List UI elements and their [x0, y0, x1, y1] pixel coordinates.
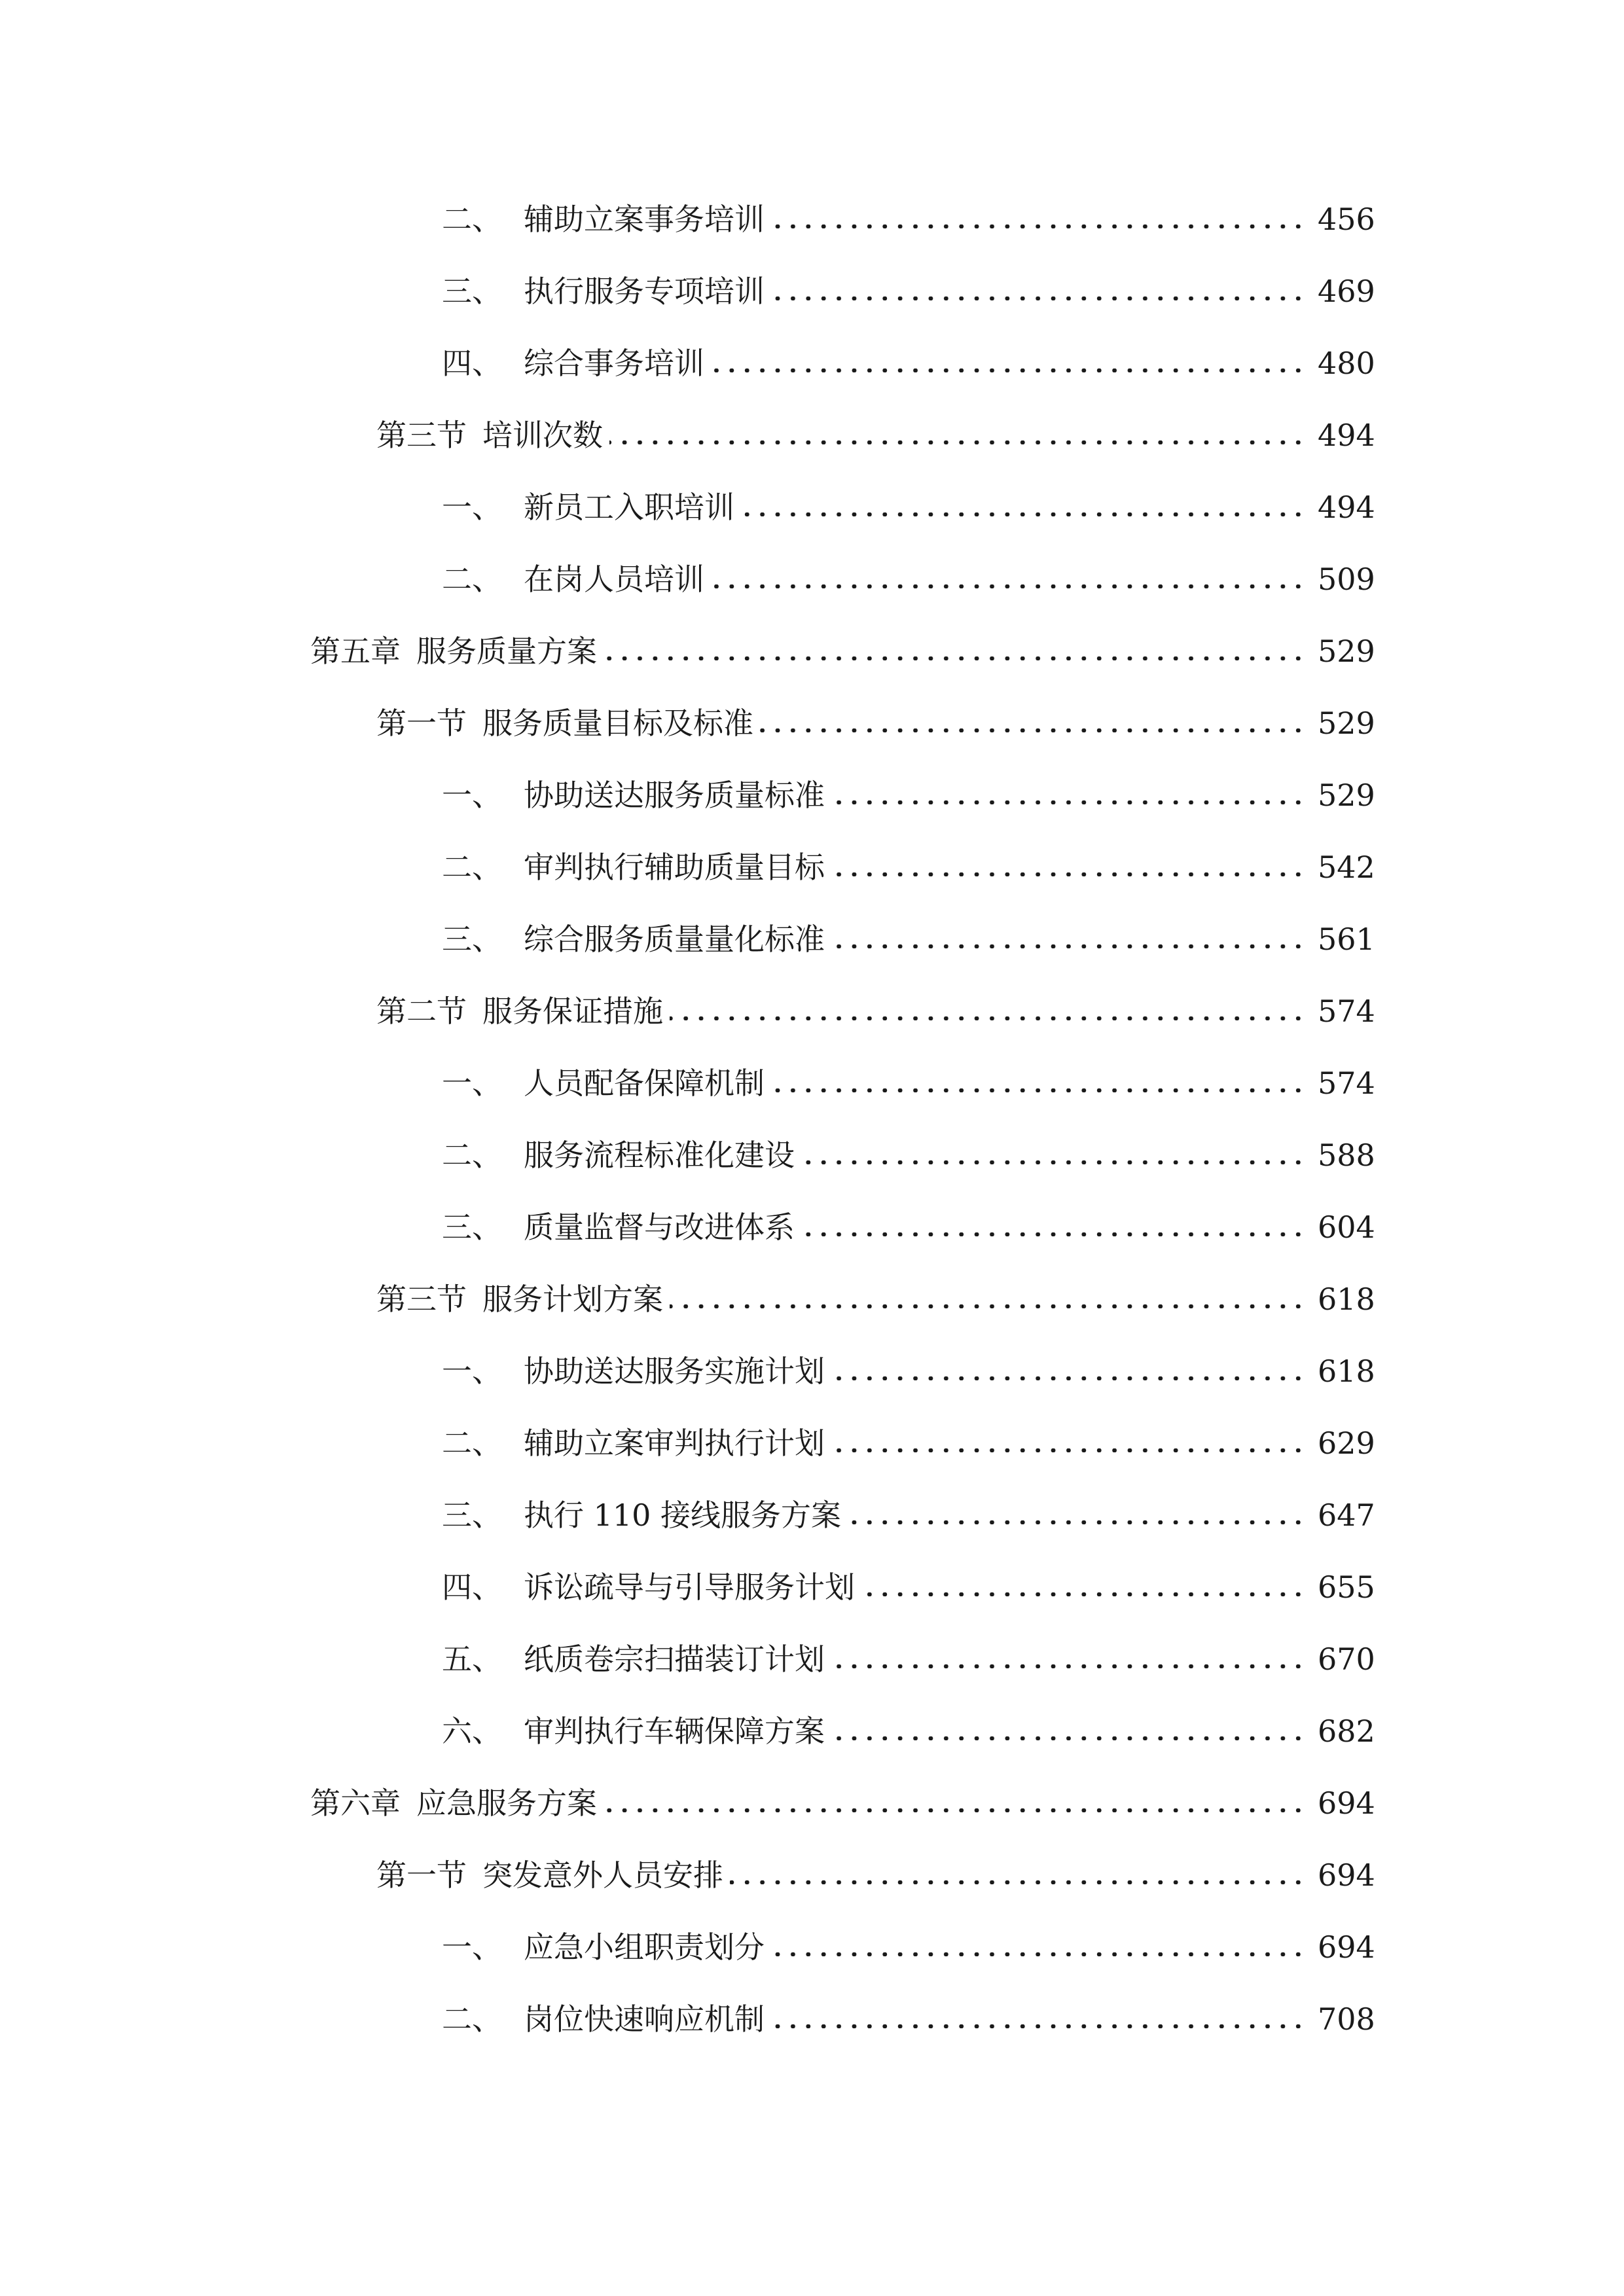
toc-entry[interactable] — [310, 1767, 1375, 1839]
entry-number: 第三节 — [376, 1282, 467, 1317]
dot-leader — [831, 1376, 1306, 1380]
dot-leader — [831, 1664, 1306, 1668]
toc-entry[interactable] — [442, 1695, 1375, 1767]
entry-page-number: 682 — [1318, 1713, 1375, 1749]
dot-leader — [831, 800, 1306, 804]
entry-number: 第一节 — [376, 1857, 467, 1893]
dot-leader — [831, 872, 1306, 876]
toc-entry[interactable] — [442, 759, 1375, 831]
toc-entry[interactable] — [442, 831, 1375, 903]
toc-entry[interactable] — [442, 327, 1375, 399]
entry-page-number: 529 — [1318, 706, 1375, 741]
entry-number: 四、 — [442, 346, 502, 381]
toc-entry[interactable] — [376, 399, 1375, 471]
entry-title: 审判执行车辆保障方案 — [524, 1713, 825, 1749]
entry-number: 二、 — [442, 202, 502, 237]
entry-page-number: 629 — [1318, 1426, 1375, 1461]
dot-leader — [711, 368, 1306, 372]
toc-entry[interactable] — [442, 1047, 1375, 1119]
dot-leader — [861, 1592, 1306, 1596]
toc-entry[interactable] — [442, 1335, 1375, 1407]
dot-leader — [604, 1808, 1306, 1812]
toc-entry[interactable] — [442, 903, 1375, 975]
entry-page-number: 694 — [1318, 1785, 1375, 1821]
entry-number: 六、 — [442, 1713, 502, 1749]
entry-page-number: 647 — [1318, 1498, 1375, 1533]
entry-page-number: 480 — [1318, 346, 1375, 381]
dot-leader — [831, 1448, 1306, 1452]
entry-title: 服务质量目标及标准 — [482, 706, 753, 741]
entry-title: 综合服务质量量化标准 — [524, 922, 825, 957]
entry-title: 培训次数 — [482, 418, 603, 453]
entry-number: 二、 — [442, 562, 502, 597]
entry-page-number: 574 — [1318, 994, 1375, 1029]
toc-entry[interactable] — [442, 183, 1375, 255]
dot-leader — [801, 1232, 1306, 1236]
entry-page-number: 574 — [1318, 1066, 1375, 1101]
entry-title: 新员工入职培训 — [524, 490, 734, 525]
entry-number: 三、 — [442, 274, 502, 309]
entry-page-number: 456 — [1318, 202, 1375, 237]
entry-page-number: 618 — [1318, 1282, 1375, 1317]
entry-title: 服务质量方案 — [416, 634, 597, 669]
toc-entry[interactable] — [376, 1839, 1375, 1911]
entry-page-number: 694 — [1318, 1929, 1375, 1965]
toc-entry[interactable] — [442, 255, 1375, 327]
entry-title: 协助送达服务实施计划 — [524, 1354, 825, 1389]
entry-number: 第六章 — [310, 1785, 401, 1821]
entry-title: 纸质卷宗扫描装订计划 — [524, 1641, 825, 1677]
entry-title: 质量监督与改进体系 — [524, 1210, 795, 1245]
entry-title: 执行服务专项培训 — [524, 274, 765, 309]
entry-title: 服务计划方案 — [482, 1282, 663, 1317]
dot-leader — [604, 656, 1306, 660]
entry-number: 一、 — [442, 1354, 502, 1389]
dot-leader — [771, 2024, 1306, 2028]
dot-leader — [741, 512, 1306, 516]
toc-entry[interactable] — [442, 1191, 1375, 1263]
entry-title: 服务流程标准化建设 — [524, 1138, 795, 1173]
entry-number: 二、 — [442, 1426, 502, 1461]
dot-leader — [670, 1016, 1306, 1020]
toc-entry[interactable] — [310, 615, 1375, 687]
entry-number: 第一节 — [376, 706, 467, 741]
entry-page-number: 708 — [1318, 2001, 1375, 2037]
dot-leader — [831, 944, 1306, 948]
dot-leader — [848, 1520, 1306, 1524]
dot-leader — [670, 1304, 1306, 1308]
entry-number: 二、 — [442, 1138, 502, 1173]
entry-title: 审判执行辅助质量目标 — [524, 850, 825, 885]
entry-title: 突发意外人员安排 — [482, 1857, 723, 1893]
entry-page-number: 529 — [1318, 778, 1375, 813]
entry-page-number: 588 — [1318, 1138, 1375, 1173]
toc-entry[interactable] — [442, 471, 1375, 543]
dot-leader — [609, 440, 1306, 444]
entry-number: 一、 — [442, 1929, 502, 1965]
entry-title: 诉讼疏导与引导服务计划 — [524, 1570, 855, 1605]
toc-entry[interactable] — [376, 1263, 1375, 1335]
entry-title: 执行 110 接线服务方案 — [524, 1498, 842, 1533]
dot-leader — [771, 1088, 1306, 1092]
toc-entry[interactable] — [442, 1623, 1375, 1695]
entry-title: 应急小组职责划分 — [524, 1929, 765, 1965]
entry-number: 四、 — [442, 1570, 502, 1605]
toc-entry[interactable] — [442, 1407, 1375, 1479]
entry-number: 第二节 — [376, 994, 467, 1029]
entry-number: 二、 — [442, 2001, 502, 2037]
toc-entry[interactable] — [442, 1119, 1375, 1191]
dot-leader — [730, 1880, 1306, 1884]
entry-page-number: 509 — [1318, 562, 1375, 597]
entry-title: 服务保证措施 — [482, 994, 663, 1029]
entry-page-number: 618 — [1318, 1354, 1375, 1389]
dot-leader — [771, 296, 1306, 300]
entry-title: 应急服务方案 — [416, 1785, 597, 1821]
entry-number: 二、 — [442, 850, 502, 885]
entry-title: 在岗人员培训 — [524, 562, 704, 597]
entry-page-number: 604 — [1318, 1210, 1375, 1245]
dot-leader — [831, 1736, 1306, 1740]
entry-number: 三、 — [442, 1210, 502, 1245]
entry-number: 一、 — [442, 490, 502, 525]
entry-number: 一、 — [442, 1066, 502, 1101]
entry-number: 一、 — [442, 778, 502, 813]
toc-entry[interactable] — [442, 1551, 1375, 1623]
toc-entry[interactable] — [442, 543, 1375, 615]
entry-title: 协助送达服务质量标准 — [524, 778, 825, 813]
entry-title: 辅助立案审判执行计划 — [524, 1426, 825, 1461]
entry-page-number: 469 — [1318, 274, 1375, 309]
entry-title: 人员配备保障机制 — [524, 1066, 765, 1101]
entry-page-number: 494 — [1318, 418, 1375, 453]
entry-page-number: 494 — [1318, 490, 1375, 525]
entry-number: 三、 — [442, 922, 502, 957]
toc-entry[interactable] — [442, 1983, 1375, 2055]
entry-title: 综合事务培训 — [524, 346, 704, 381]
entry-page-number: 670 — [1318, 1641, 1375, 1677]
entry-number: 第五章 — [310, 634, 401, 669]
dot-leader — [801, 1160, 1306, 1164]
dot-leader — [711, 584, 1306, 588]
entry-title: 辅助立案事务培训 — [524, 202, 765, 237]
toc-entry[interactable] — [442, 1479, 1375, 1551]
entry-page-number: 694 — [1318, 1857, 1375, 1893]
toc-entry[interactable] — [376, 975, 1375, 1047]
toc-entry[interactable] — [376, 687, 1375, 759]
dot-leader — [771, 224, 1306, 228]
entry-page-number: 542 — [1318, 850, 1375, 885]
entry-number: 第三节 — [376, 418, 467, 453]
entry-page-number: 529 — [1318, 634, 1375, 669]
dot-leader — [760, 728, 1306, 732]
entry-title: 岗位快速响应机制 — [524, 2001, 765, 2037]
entry-number: 五、 — [442, 1641, 502, 1677]
entry-page-number: 561 — [1318, 922, 1375, 957]
toc-entry[interactable] — [442, 1911, 1375, 1983]
entry-number: 三、 — [442, 1498, 502, 1533]
dot-leader — [771, 1952, 1306, 1956]
entry-page-number: 655 — [1318, 1570, 1375, 1605]
